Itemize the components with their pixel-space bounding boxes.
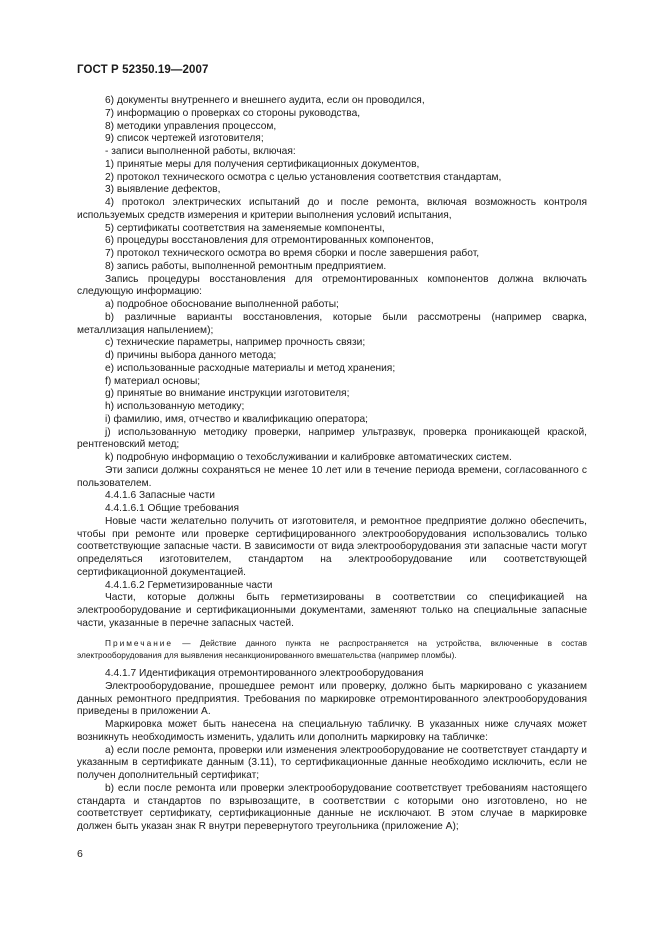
paragraph: Эти записи должны сохраняться не менее 10 лет или в течение периода времени, согласованного с пользователем. bbox=[77, 464, 587, 489]
list-item: e) использованные расходные материалы и метод хранения; bbox=[105, 362, 396, 374]
list-item: g) принятые во внимание инструкции изготовителя; bbox=[105, 388, 350, 400]
section-heading: 4.4.1.6 Запасные части bbox=[105, 490, 215, 502]
list-item: f) материал основы; bbox=[105, 375, 201, 387]
list-item: 8) запись работы, выполненной ремонтным предприятием. bbox=[105, 260, 387, 272]
section-heading: 4.4.1.6.1 Общие требования bbox=[105, 503, 239, 514]
list-item: 5) сертификаты соответствия на заменяемые компоненты, bbox=[105, 222, 385, 234]
list-item: d) причины выбора данного метода; bbox=[105, 350, 277, 361]
list-item: h) использованную методику; bbox=[105, 401, 245, 412]
list-item: 9) список чертежей изготовителя; bbox=[105, 133, 264, 145]
list-item: a) если после ремонта, проверки или изменения электрооборудование не соответствует стандарту и указанным в сертификате данным (3.11), то сертификационные данные необходимо исключить, если не получен дополнительный сертификат; bbox=[77, 744, 587, 781]
paragraph: Новые части желательно получить от изготовителя, и ремонтное предприятие должно обеспечить, чтобы при ремонте или проверке сертифицированного электрооборудования использовались только соответствующие запасные части. В зависимости от вида электрооборудования эти запасные части могут определяться изготовителем, стандартом на электрооборудование или соответствующей сертификационной документацией. bbox=[77, 515, 587, 578]
list-item: 3) выявление дефектов, bbox=[105, 184, 221, 196]
list-item: i) фамилию, имя, отчество и квалификацию оператора; bbox=[105, 413, 368, 425]
section-heading: 4.4.1.6.2 Герметизированные части bbox=[105, 579, 273, 591]
list-item: 4) протокол электрических испытаний до и после ремонта, включая возможность контроля используемых средств измерения и критерии выполнения условий испытания, bbox=[77, 197, 587, 221]
list-item: b) различные варианты восстановления, которые были рассмотрены (например сварка, металлизация напылением); bbox=[77, 311, 587, 336]
document-body bbox=[77, 95, 587, 834]
note-text: — Действие данного пункта не распространяется на устройства, включенные в состав электрооборудования для выявления несанкционированного вмешательства (например пломбы). bbox=[77, 637, 587, 661]
note-label: Примечание bbox=[105, 637, 174, 648]
list-item: 7) протокол технического осмотра во время сборки и после завершения работ, bbox=[105, 248, 480, 259]
section-heading: 4.4.1.7 Идентификация отремонтированного электрооборудования bbox=[105, 668, 424, 679]
page-number: 6 bbox=[77, 848, 83, 860]
list-item: k) подробную информацию о техобслуживании и калибровке автоматических систем. bbox=[105, 452, 512, 463]
list-item: 2) протокол технического осмотра с целью установления соответствия стандартам, bbox=[105, 171, 502, 183]
list-item: b) если после ремонта или проверки электрооборудование соответствует требованиям настоящего стандарта и стандартов по взрывозащите, в соответствии с которыми оно изготовлено, но не соответствует сертификату, сертификационные данные не исключают. В этом случае в маркировке должен быть указан знак R внутри перевернутого треугольника (приложение А); bbox=[77, 782, 587, 832]
list-item: 8) методики управления процессом, bbox=[105, 120, 277, 132]
paragraph: Электрооборудование, прошедшее ремонт или проверку, должно быть маркировано с указанием данных ремонтного предприятия. Требования по маркировке отремонтированного электрооборудования приведены в приложении А. bbox=[77, 680, 587, 718]
paragraph: Запись процедуры восстановления для отремонтированных компонентов должна включать следующую информацию: bbox=[77, 273, 587, 298]
list-item: 6) документы внутреннего и внешнего аудита, если он проводился, bbox=[105, 95, 425, 106]
paragraph: Маркировка может быть нанесена на специальную табличку. В указанных ниже случаях может возникнуть необходимость изменить, удалить или дополнить маркировку на табличке: bbox=[77, 719, 587, 743]
list-item: c) технические параметры, например прочность связи; bbox=[105, 337, 366, 349]
document-header: ГОСТ Р 52350.19—2007 bbox=[77, 64, 209, 76]
paragraph: Части, которые должны быть герметизированы в соответствии со спецификацией на электрооборудование и сертификационными документами, заменяют только на специальные запасные части, указанные в перечне запасных частей. bbox=[77, 592, 587, 629]
list-item: 7) информацию о проверках со стороны руководства, bbox=[105, 107, 361, 119]
list-item: 1) принятые меры для получения сертификационных документов, bbox=[105, 158, 420, 170]
note bbox=[77, 637, 587, 663]
list-item: - записи выполненной работы, включая: bbox=[105, 146, 296, 157]
list-item: j) использованную методику проверки, например ультразвук, проверка проникающей краской, рентгеновский метод; bbox=[77, 426, 587, 451]
list-item: a) подробное обоснование выполненной работы; bbox=[105, 299, 339, 310]
list-item: 6) процедуры восстановления для отремонтированных компонентов, bbox=[105, 235, 434, 247]
